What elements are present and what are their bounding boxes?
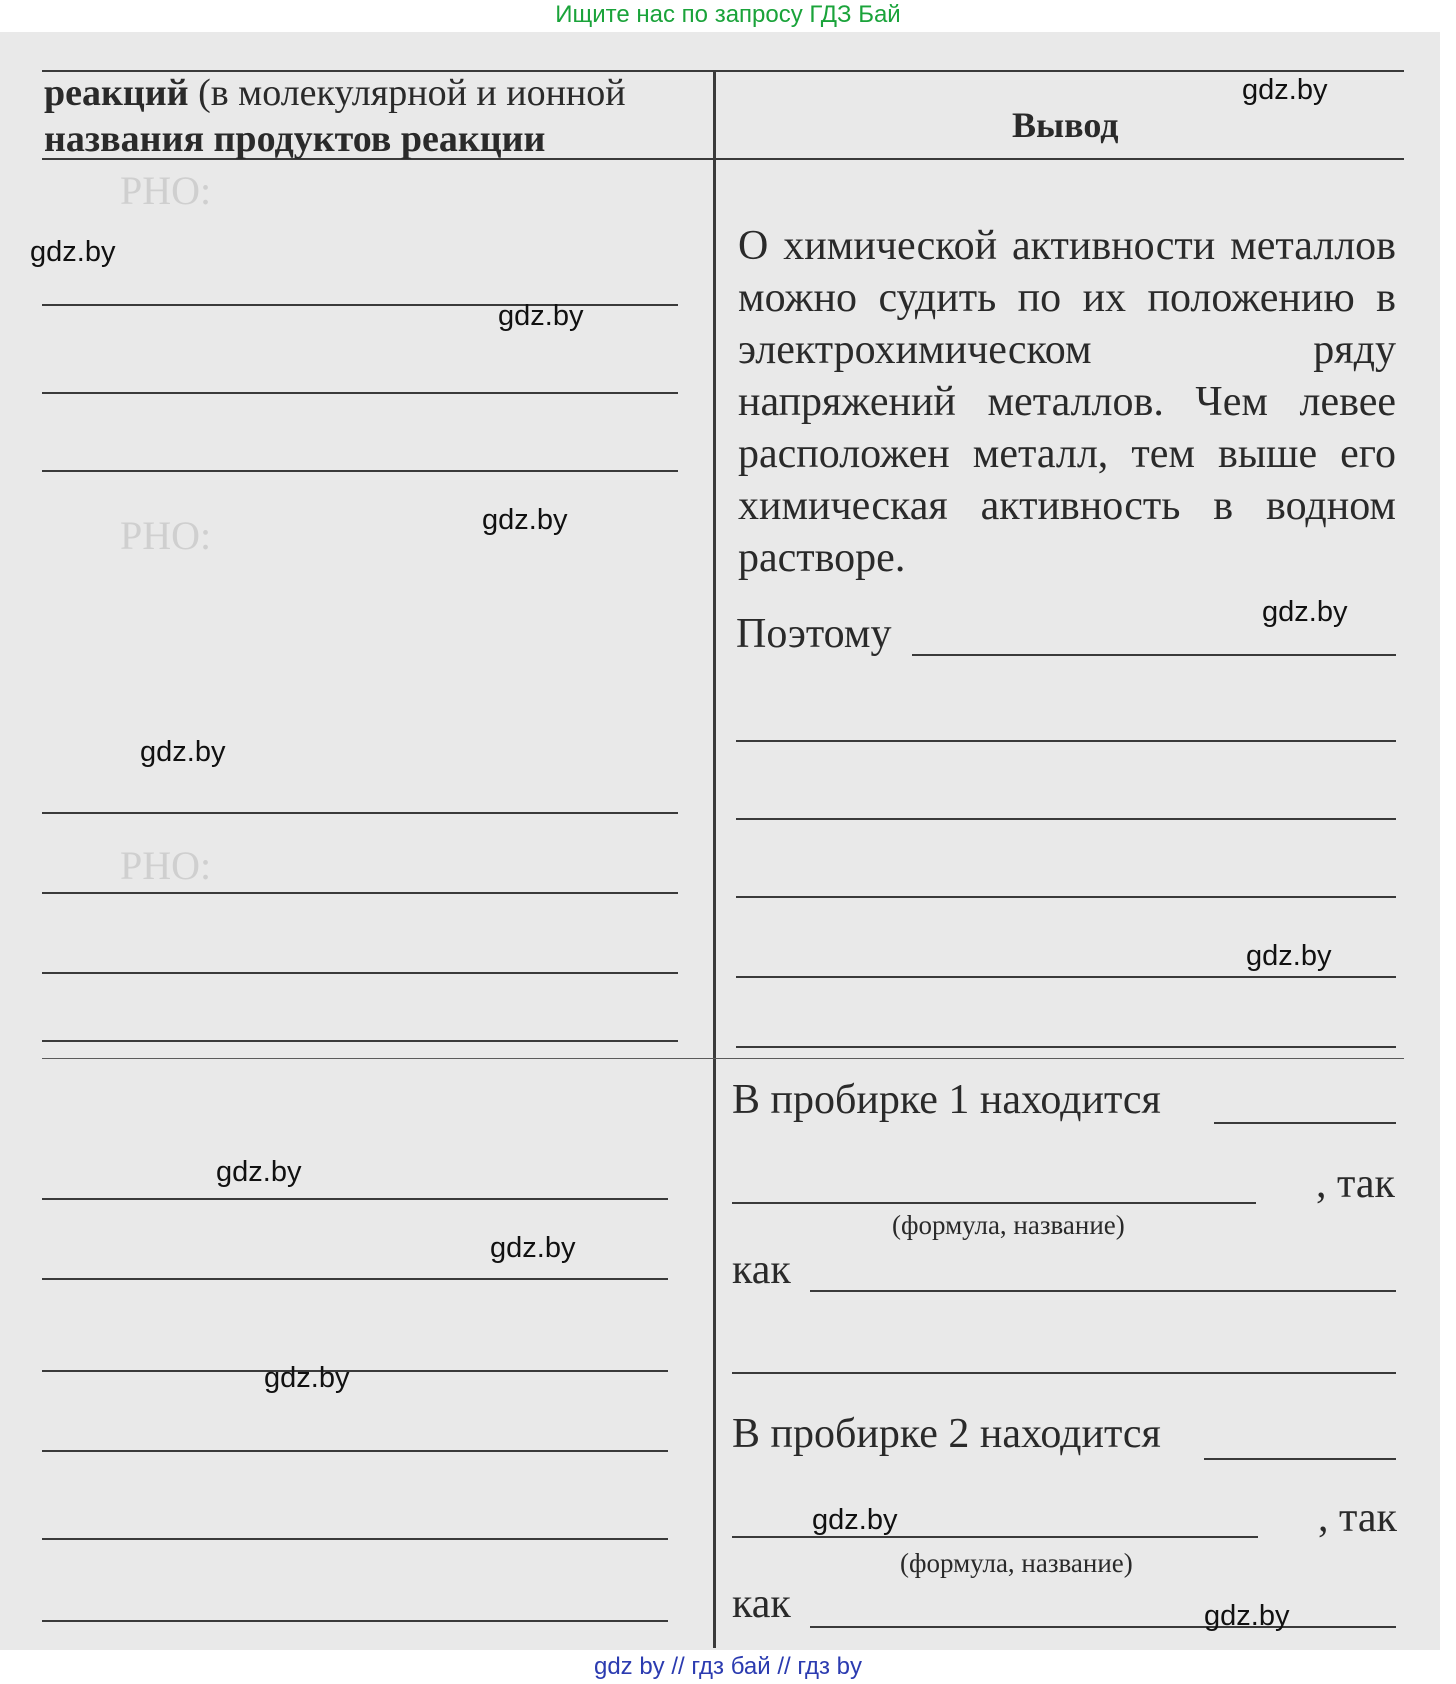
answer-line[interactable] [42, 1450, 668, 1452]
watermark: gdz.by [1242, 74, 1328, 106]
bottom-banner[interactable]: gdz by // гдз бай // гдз by [593, 1653, 863, 1680]
watermark: gdz.by [30, 236, 116, 268]
watermark: gdz.by [1246, 940, 1332, 972]
therefore-answer-line[interactable] [912, 654, 1396, 656]
watermark: gdz.by [1262, 596, 1348, 628]
header-reactions-rest: (в молекулярной и ионной [188, 72, 626, 114]
bleed-through-text: РНО: [120, 513, 212, 558]
watermark: gdz.by [216, 1156, 302, 1188]
tube1-formula-caption: (формула, название) [892, 1210, 1125, 1240]
tube2-contains-label: В пробирке 2 находится [732, 1411, 1161, 1457]
tube1-substance-line[interactable] [1214, 1122, 1396, 1124]
tube1-so-label: , так [1316, 1161, 1395, 1207]
therefore-label: Поэтому [736, 611, 892, 657]
header-reactions-bold: реакций [44, 72, 189, 114]
tube2-reason-line[interactable] [810, 1626, 1396, 1628]
answer-line[interactable] [42, 812, 678, 814]
answer-line[interactable] [732, 1372, 1396, 1374]
answer-line[interactable] [42, 470, 678, 472]
answer-line[interactable] [42, 1620, 668, 1622]
answer-line[interactable] [736, 740, 1396, 742]
answer-line[interactable] [736, 1046, 1396, 1048]
tube2-substance-line-2[interactable] [732, 1536, 1258, 1538]
answer-line[interactable] [42, 1198, 668, 1200]
tube2-as-label: как [732, 1581, 791, 1627]
answer-line[interactable] [42, 972, 678, 974]
watermark: gdz.by [482, 504, 568, 536]
watermark: gdz.by [264, 1362, 350, 1394]
column-divider [713, 70, 716, 1648]
answer-line[interactable] [42, 892, 678, 894]
watermark: gdz.by [1204, 1600, 1290, 1632]
answer-line[interactable] [42, 1278, 668, 1280]
answer-line[interactable] [736, 896, 1396, 898]
watermark: gdz.by [490, 1232, 576, 1264]
watermark: gdz.by [812, 1504, 898, 1536]
conclusion-paragraph: О химической активности металлов можно судить по их положению в электрохимическом ряду напряжений металлов. Чем левее расположен металл, тем выше его химическая активность в водном растворе. [738, 223, 1396, 581]
tube2-so-label: , так [1318, 1495, 1397, 1541]
workbook-page [0, 32, 1440, 1650]
top-banner[interactable]: Ищите нас по запросу ГДЗ Бай [555, 1, 901, 28]
answer-line[interactable] [42, 1040, 678, 1042]
tube2-formula-caption: (формула, название) [900, 1548, 1133, 1578]
watermark: gdz.by [498, 300, 584, 332]
answer-line[interactable] [42, 392, 678, 394]
tube2-substance-line[interactable] [1204, 1458, 1396, 1460]
tube1-as-label: как [732, 1247, 791, 1293]
header-products-bold: названия продуктов реакции [44, 118, 546, 160]
conclusion-column-header: Вывод [1012, 105, 1119, 145]
answer-line[interactable] [42, 1370, 668, 1372]
reaction-column-header [44, 70, 694, 162]
bleed-through-text: РНО: [120, 843, 212, 888]
row-divider [42, 1058, 1404, 1059]
answer-line[interactable] [736, 818, 1396, 820]
tube1-reason-line[interactable] [810, 1290, 1396, 1292]
tube1-contains-label: В пробирке 1 находится [732, 1077, 1161, 1123]
answer-line[interactable] [42, 1538, 668, 1540]
answer-line[interactable] [736, 976, 1396, 978]
watermark: gdz.by [140, 736, 226, 768]
bleed-through-text: РНО: [120, 168, 212, 213]
tube1-substance-line-2[interactable] [732, 1202, 1256, 1204]
